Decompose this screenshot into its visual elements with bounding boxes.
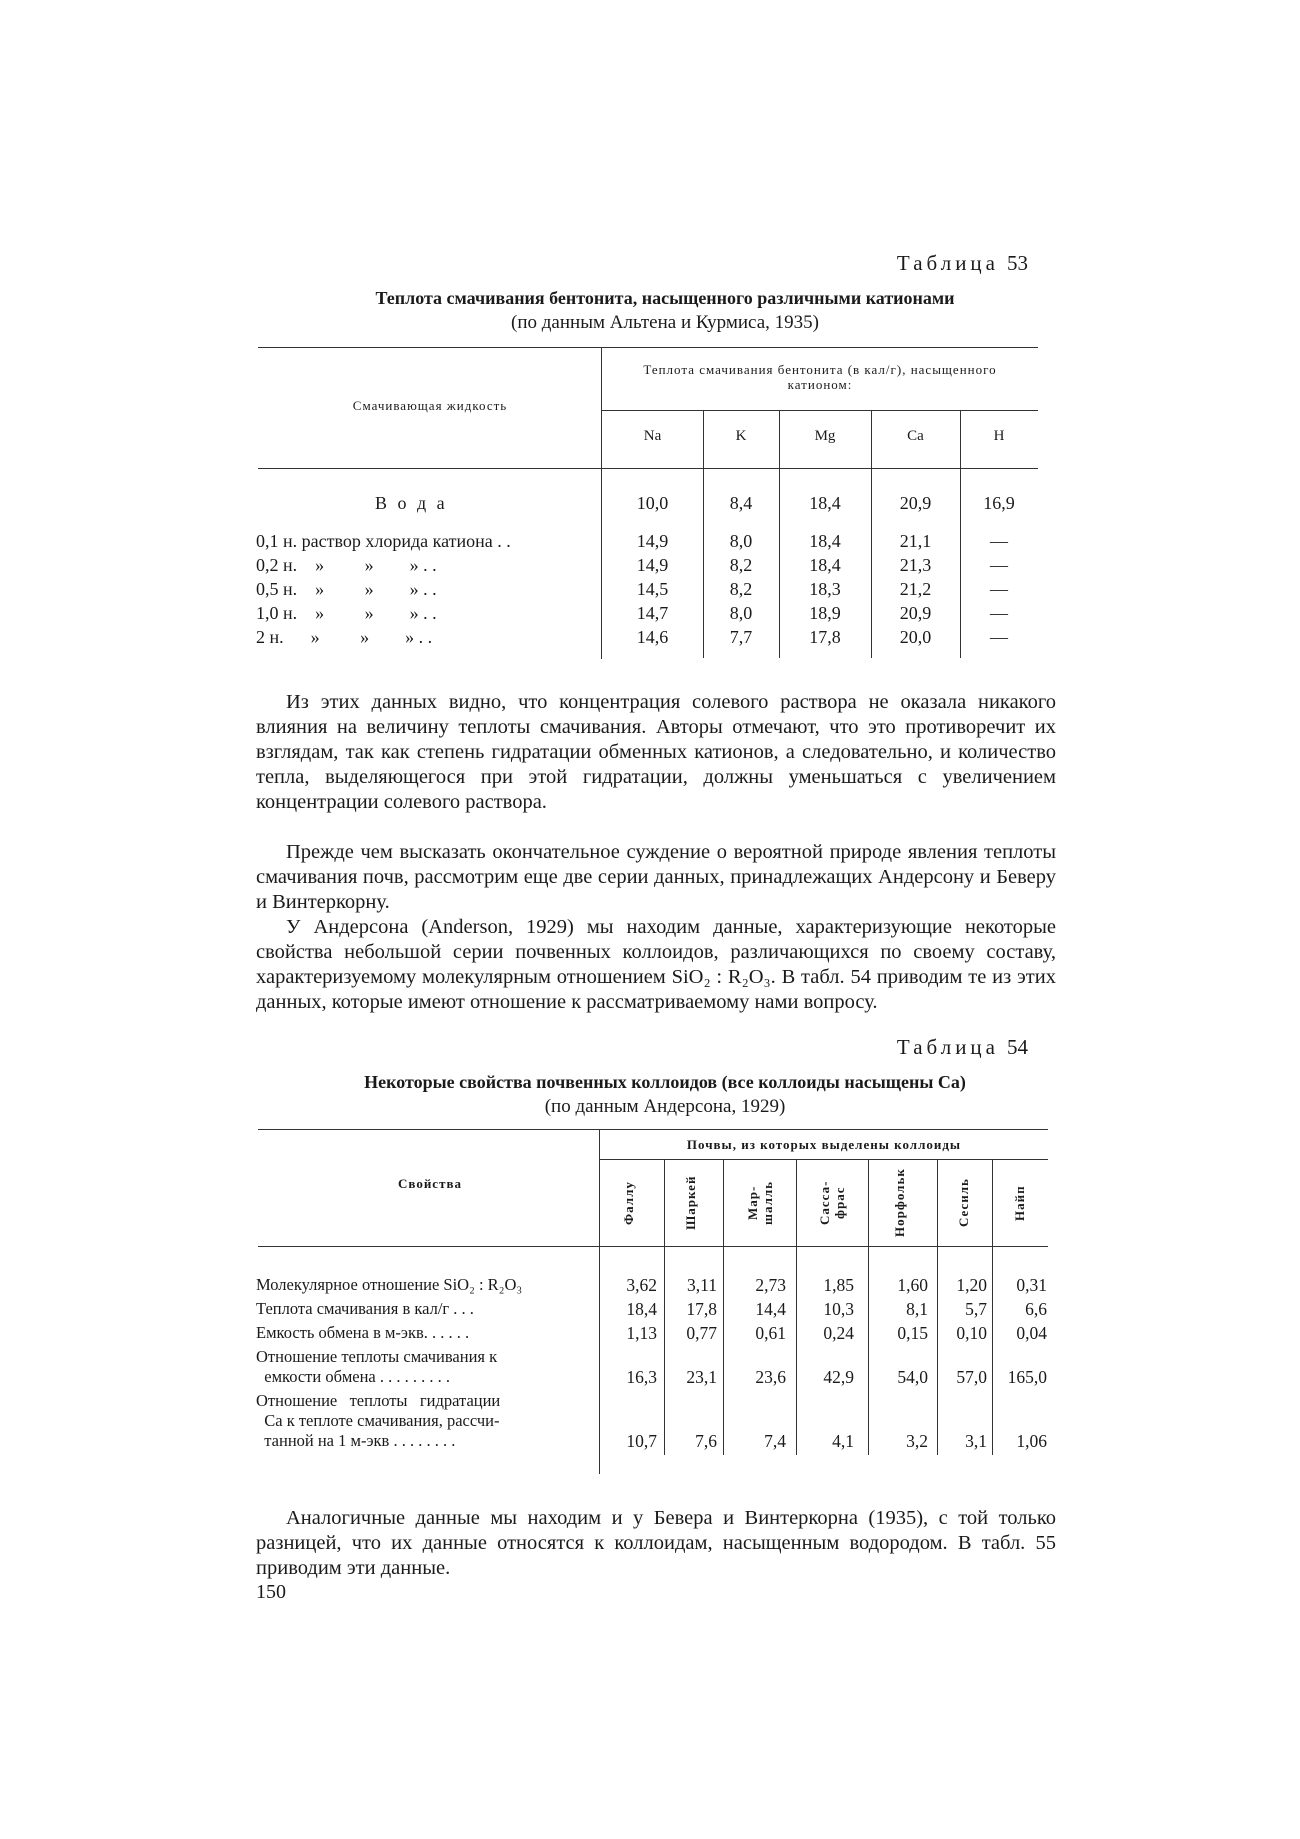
table-53-cell: 8,0 [729,531,753,551]
table-54-col-header: Фаллу [621,1181,636,1225]
table-53-cell: 17,8 [809,627,841,647]
table-54-col-header: Норфольк [892,1168,907,1238]
table-53-cell: 8,2 [729,555,753,575]
table-53-label: Таблица [896,251,999,275]
table-54-col-header: Сесиль [956,1178,971,1228]
table-54-row-label: Отношение теплоты смачивания к емкости обмена . . . . . . . . . [256,1347,498,1386]
table-54-cell: 3,11 [687,1275,717,1295]
table-53-title: Теплота смачивания бентонита, насыщенного различными катионами [375,288,955,308]
table-54-number: 54 [1007,1035,1028,1059]
table-53-cell: 20,0 [899,627,932,647]
table-54-subtitle: (по данным Андерсона, 1929) [544,1096,786,1117]
table-54-header-bottom-rule [258,1246,1048,1247]
table-53-cell: — [990,531,1008,551]
table-53-row-label: 0,5 н. » » » . . [256,579,437,599]
table-54-title: Некоторые свойства почвенных коллоидов (все коллоиды насыщены Са) [364,1072,966,1092]
table-54-cell: 10,3 [823,1299,854,1319]
table-54-cell: 0,10 [956,1323,987,1343]
table-53-col-header: Mg [814,428,836,444]
table-53-cell: 20,9 [899,493,932,513]
table-54-cell: 0,61 [755,1323,786,1343]
table-53-cell: 14,5 [636,579,669,599]
table-54-cell: 18,4 [626,1299,657,1319]
table-54-cell: 14,4 [755,1299,786,1319]
table-54-cell: 0,31 [1016,1275,1047,1295]
table-54-cell: 23,6 [755,1367,786,1387]
table-54-cell: 42,9 [823,1367,854,1387]
table-54-col-header: Мар-шалль [745,1180,775,1226]
table-54-cell: 1,06 [1016,1431,1047,1451]
table-53-header-rule [602,410,1038,411]
table-54-cell: 23,1 [686,1367,717,1387]
table-53-cell: — [990,627,1008,647]
table-54-cell: 3,62 [626,1275,657,1295]
table-53-cell: 14,9 [636,531,669,551]
page-number: 150 [256,1581,286,1603]
table-54-row-label: Теплота смачивания в кал/г . . . [256,1299,474,1318]
table-53-col-header: Ca [907,428,924,444]
table-53-cell: 14,9 [636,555,669,575]
table-54-row-label: Молекулярное отношение SiO₂ : R₂O₃ [256,1275,523,1294]
table-53-cell: 14,7 [636,603,669,623]
table-53-row-label: 0,1 н. раствор хлорида катиона . . [256,531,511,551]
paragraph: У Андерсона (Anderson, 1929) мы находим данные, характеризующие некоторые свойства небольшой серии почвенных коллоидов, различающихся по своему составу, характеризуемому молекулярным отношением SiO₂ : R₂O₃. В табл. 54 приводим те из этих данных, которые имеют отношение к рассматриваемому нами вопросу. [256,916,1056,1013]
table-53-cell: — [990,555,1008,575]
table-53-cell: — [990,579,1008,599]
table-54-row-label: Отношение теплоты гидратации Са к теплоте смачивания, рассчи- танной на 1 м-экв . . . . . . . . [256,1391,501,1450]
table-54-row-label: Емкость обмена в м-экв. . . . . . [256,1323,470,1342]
table-53-top-rule [258,347,1038,348]
table-53-caption [897,251,1028,276]
table-54-header-top: Почвы, из которых выделены коллоиды [686,1137,962,1152]
table-54-cell: 7,6 [695,1431,717,1451]
table-54-cell: 6,6 [1025,1299,1047,1319]
table-54-cell: 10,7 [626,1431,657,1451]
table-54-col-header: Шаркей [683,1175,698,1231]
table-53-cell: 7,7 [729,627,753,647]
table-54-cell: 3,1 [965,1431,987,1451]
table-54-cell: 54,0 [897,1367,928,1387]
table-54-cell: 0,24 [823,1323,854,1343]
table-53-cell: 8,0 [729,603,753,623]
table-54-cell: 0,77 [686,1323,717,1343]
table-53-subtitle: (по данным Альтена и Курмиса, 1935) [511,312,819,333]
table-54-cell: 17,8 [686,1299,717,1319]
table-54-col-header: Сасса-фрас [817,1180,847,1226]
table-53-cell: 20,9 [899,603,932,623]
table-54-cell: 1,85 [823,1275,854,1295]
table-53-cell: 21,1 [899,531,932,551]
table-54-cell: 165,0 [1007,1367,1047,1387]
table-54-header-rule [600,1159,1048,1160]
table-53-header-left: Смачивающая жидкость [352,398,508,413]
table-53-cell: 16,9 [983,493,1015,513]
paragraph: Аналогичные данные мы находим и у Бевера и Винтеркорна (1935), с той только разницей, что их данные относятся к коллоидам, насыщенным водородом. В табл. 55 приводим эти данные. [256,1507,1056,1579]
table-54-cell: 16,3 [626,1367,657,1387]
table-54-cell: 4,1 [832,1431,854,1451]
table-53-cell: — [990,603,1008,623]
table-54-cell: 0,15 [897,1323,928,1343]
table-53-cell: 8,4 [729,493,753,513]
table-53-cell: 21,2 [899,579,932,599]
table-53-cell: 18,3 [809,579,841,599]
table-54-header-left: Свойства [398,1176,462,1191]
table-53-cell: 18,9 [809,603,841,623]
table-53-row-label: 2 н. » » » . . [256,627,433,647]
table-54-top-rule [258,1129,1048,1130]
table-54-cell: 5,7 [965,1299,987,1319]
table-54-cell: 1,20 [956,1275,987,1295]
table-53-cell: 21,3 [899,555,932,575]
table-54-cell: 3,2 [906,1431,928,1451]
table-53-header-bottom-rule [258,468,1038,469]
paragraph: Из этих данных видно, что концентрация солевого раствора не оказала никакого влияния на величину теплоты смачивания. Авторы отмечают, что это противоречит их взглядам, так как степень гидратации обменных катионов, а следовательно, и количество тепла, выделяющегося при этой гидратации, должны уменьшаться с увеличением концентрации солевого раствора. [256,691,1056,813]
table-54-cell: 1,60 [897,1275,928,1295]
table-53-cell: 18,4 [809,493,841,513]
table-53-cell: 14,6 [636,627,669,647]
table-54-col-header: Найп [1012,1185,1027,1221]
table-53-row-label: 0,2 н. » » » . . [256,555,437,575]
table-54-cell: 57,0 [956,1367,987,1387]
paragraph: Прежде чем высказать окончательное суждение о вероятной природе явления теплоты смачивания почв, рассмотрим еще две серии данных, принадлежащих Андерсону и Беверу и Винтеркорну. [256,841,1056,913]
table-53-col-header: Na [643,428,662,444]
table-54-label: Таблица [896,1035,999,1059]
table-53-cell: 10,0 [636,493,669,513]
table-54-cell: 2,73 [755,1275,786,1295]
table-53-col-header: H [993,428,1005,444]
table-53-cell: 18,4 [809,531,841,551]
table-54-cell: 1,13 [626,1323,657,1343]
table-54-cell: 0,04 [1016,1323,1047,1343]
table-54-caption [897,1035,1028,1060]
table-53-header-top: Теплота смачивания бентонита (в кал/г), насыщенного катионом: [643,362,997,392]
table-53-row-label: 1,0 н. » » » . . [256,603,437,623]
table-53-cell: 8,2 [729,579,753,599]
table-54-cell: 7,4 [764,1431,786,1451]
table-54-cell: 8,1 [906,1299,928,1319]
table-53-number: 53 [1007,251,1028,275]
table-53-cell: 18,4 [809,555,841,575]
table-53-col-header: K [735,428,747,444]
table-53-row-label: В о д а [375,493,448,513]
